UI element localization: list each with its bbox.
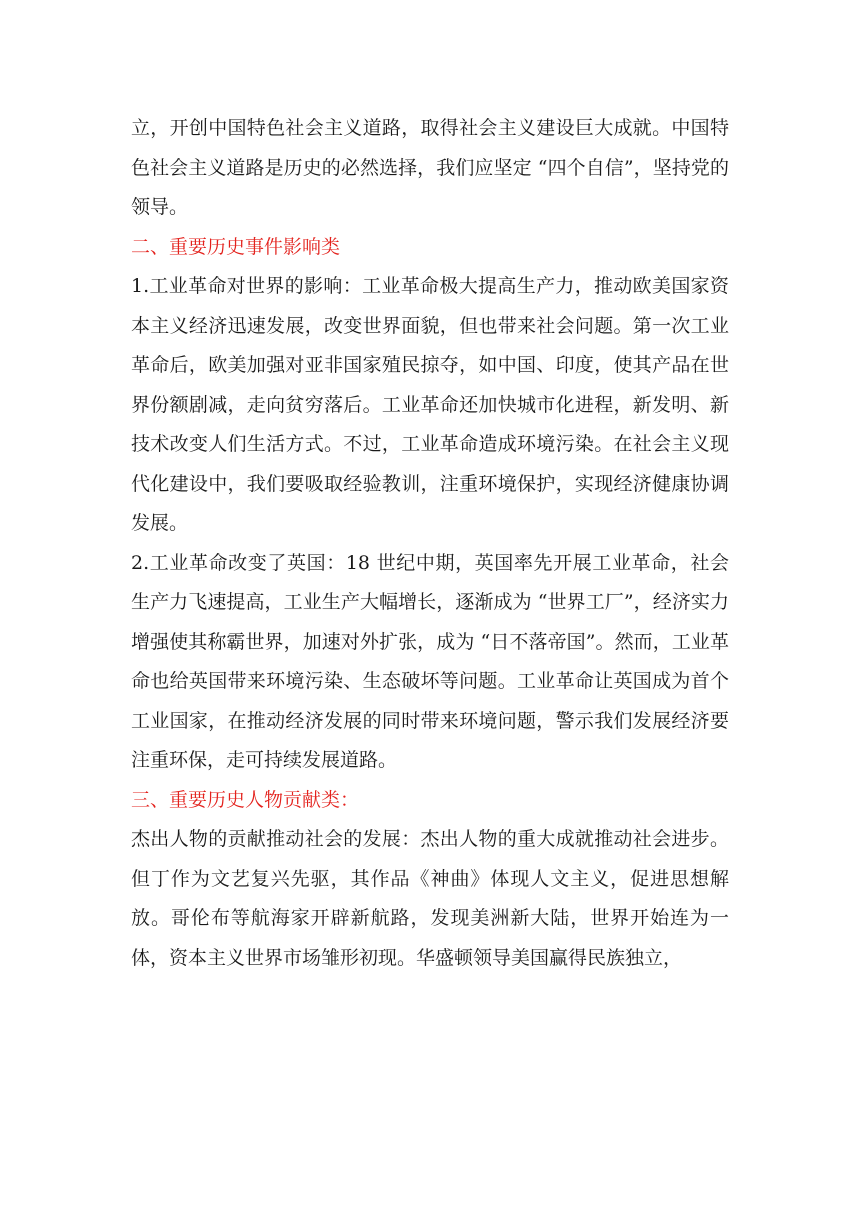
section-heading-2: 二、重要历史事件影响类 — [131, 235, 341, 258]
document-body — [131, 109, 729, 978]
paragraph-intro: 立，开创中国特色社会主义道路，取得社会主义建设巨大成就。中国特色社会主义道路是历史的必然选择，我们应坚定 “四个自信”，坚持党的领导。 — [131, 117, 729, 218]
paragraph-historical-figures: 杰出人物的贡献推动社会的发展：杰出人物的重大成就推动社会进步。但丁作为文艺复兴先驱，其作品《神曲》体现人文主义，促进思想解放。哥伦布等航海家开辟新航路，发现美洲新大陆，世界开始连为一体，资本主义世界市场雏形初现。华盛顿领导美国赢得民族独立， — [131, 828, 729, 969]
paragraph-industrial-revolution-world: 1.工业革命对世界的影响：工业革命极大提高生产力，推动欧美国家资本主义经济迅速发展，改变世界面貌，但也带来社会问题。第一次工业革命后，欧美加强对亚非国家殖民掠夺，如中国、印度，使其产品在世界份额剧减，走向贫穷落后。工业革命还加快城市化进程，新发明、新技术改变人们生活方式。不过，工业革命造成环境污染。在社会主义现代化建设中，我们要吸取经验教训，注重环境保护，实现经济健康协调发展。 — [131, 275, 729, 534]
paragraph-industrial-revolution-britain: 2.工业革命改变了英国：18 世纪中期，英国率先开展工业革命，社会生产力飞速提高，工业生产大幅增长，逐渐成为 “世界工厂”，经济实力增强使其称霸世界，加速对外扩张，成为 “日不落帝国”。然而，工业革命也给英国带来环境污染、生态破坏等问题。工业革命让英国成为首个工业国家，在推动经济发展的同时带来环境问题，警示我们发展经济要注重环保，走可持续发展道路。 — [131, 551, 729, 771]
section-heading-3: 三、重要历史人物贡献类： — [131, 788, 360, 811]
